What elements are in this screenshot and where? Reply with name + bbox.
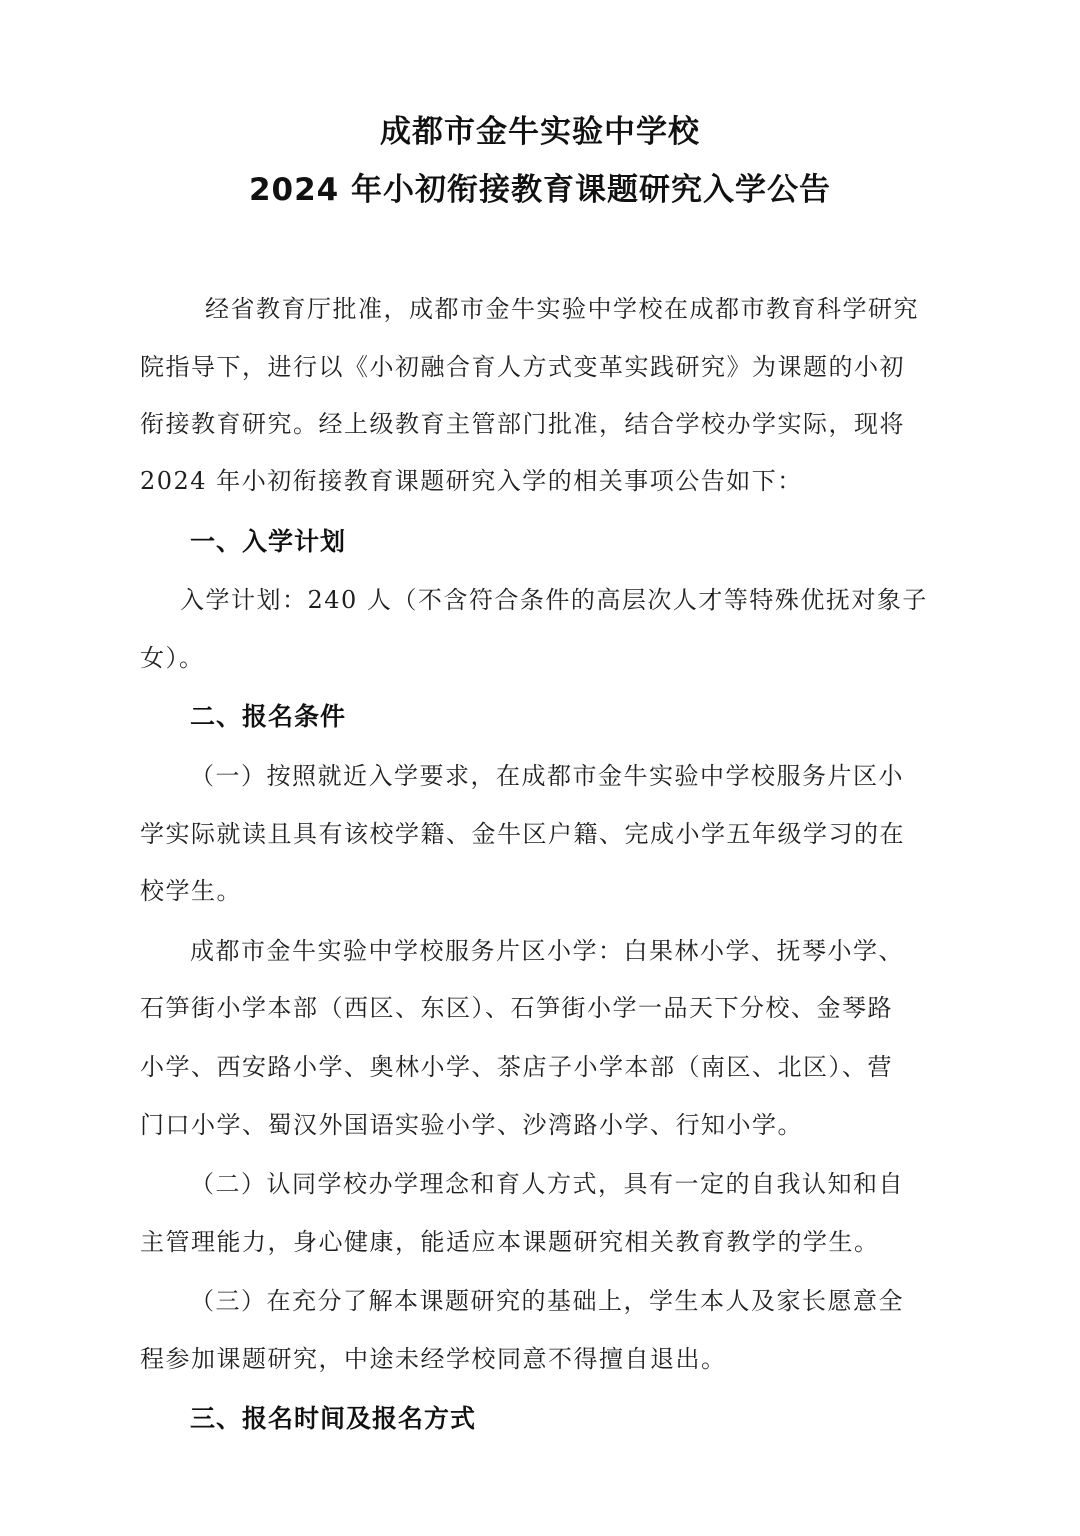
section-1-heading: 一、入学计划 bbox=[190, 527, 347, 556]
schools-line-4: 门口小学、蜀汉外国语实验小学、沙湾路小学、行知小学。 bbox=[140, 1111, 803, 1139]
intro-line-1: 经省教育厅批准，成都市金牛实验中学校在成都市教育科学研究 bbox=[205, 295, 919, 323]
section-2-item-1-line-3: 校学生。 bbox=[140, 877, 242, 905]
section-3-heading: 三、报名时间及报名方式 bbox=[190, 1404, 477, 1433]
document-title-line-2: 2024 年小初衔接教育课题研究入学公告 bbox=[248, 172, 832, 208]
section-2-item-1-line-2: 学实际就读且具有该校学籍、金牛区户籍、完成小学五年级学习的在 bbox=[140, 820, 905, 848]
intro-line-4: 2024 年小初衔接教育课题研究入学的相关事项公告如下： bbox=[140, 467, 803, 495]
section-2-heading: 二、报名条件 bbox=[190, 702, 347, 731]
section-2-item-2-line-2: 主管理能力，身心健康，能适应本课题研究相关教育教学的学生。 bbox=[140, 1228, 880, 1256]
section-2-item-1-line-1: （一）按照就近入学要求，在成都市金牛实验中学校服务片区小 bbox=[190, 762, 904, 790]
section-2-item-2-line-1: （二）认同学校办学理念和育人方式，具有一定的自我认知和自 bbox=[190, 1170, 904, 1198]
schools-line-1: 成都市金牛实验中学校服务片区小学：白果林小学、抚琴小学、 bbox=[190, 937, 904, 965]
schools-line-2: 石笋街小学本部（西区、东区）、石笋街小学一品天下分校、金琴路 bbox=[140, 994, 893, 1022]
section-2-item-3-line-2: 程参加课题研究，中途未经学校同意不得擅自退出。 bbox=[140, 1345, 727, 1373]
section-2-item-3-line-1: （三）在充分了解本课题研究的基础上，学生本人及家长愿意全 bbox=[190, 1287, 904, 1315]
intro-line-3: 衔接教育研究。经上级教育主管部门批准，结合学校办学实际，现将 bbox=[140, 410, 905, 438]
section-1-line-2: 女）。 bbox=[140, 644, 205, 672]
section-1-line-1: 入学计划：240 人（不含符合条件的高层次人才等特殊优抚对象子 bbox=[180, 586, 928, 614]
document-title-line-1: 成都市金牛实验中学校 bbox=[380, 114, 700, 150]
intro-line-2: 院指导下，进行以《小初融合育人方式变革实践研究》为课题的小初 bbox=[140, 353, 905, 381]
schools-line-3: 小学、西安路小学、奥林小学、茶店子小学本部（南区、北区）、营 bbox=[140, 1053, 893, 1081]
